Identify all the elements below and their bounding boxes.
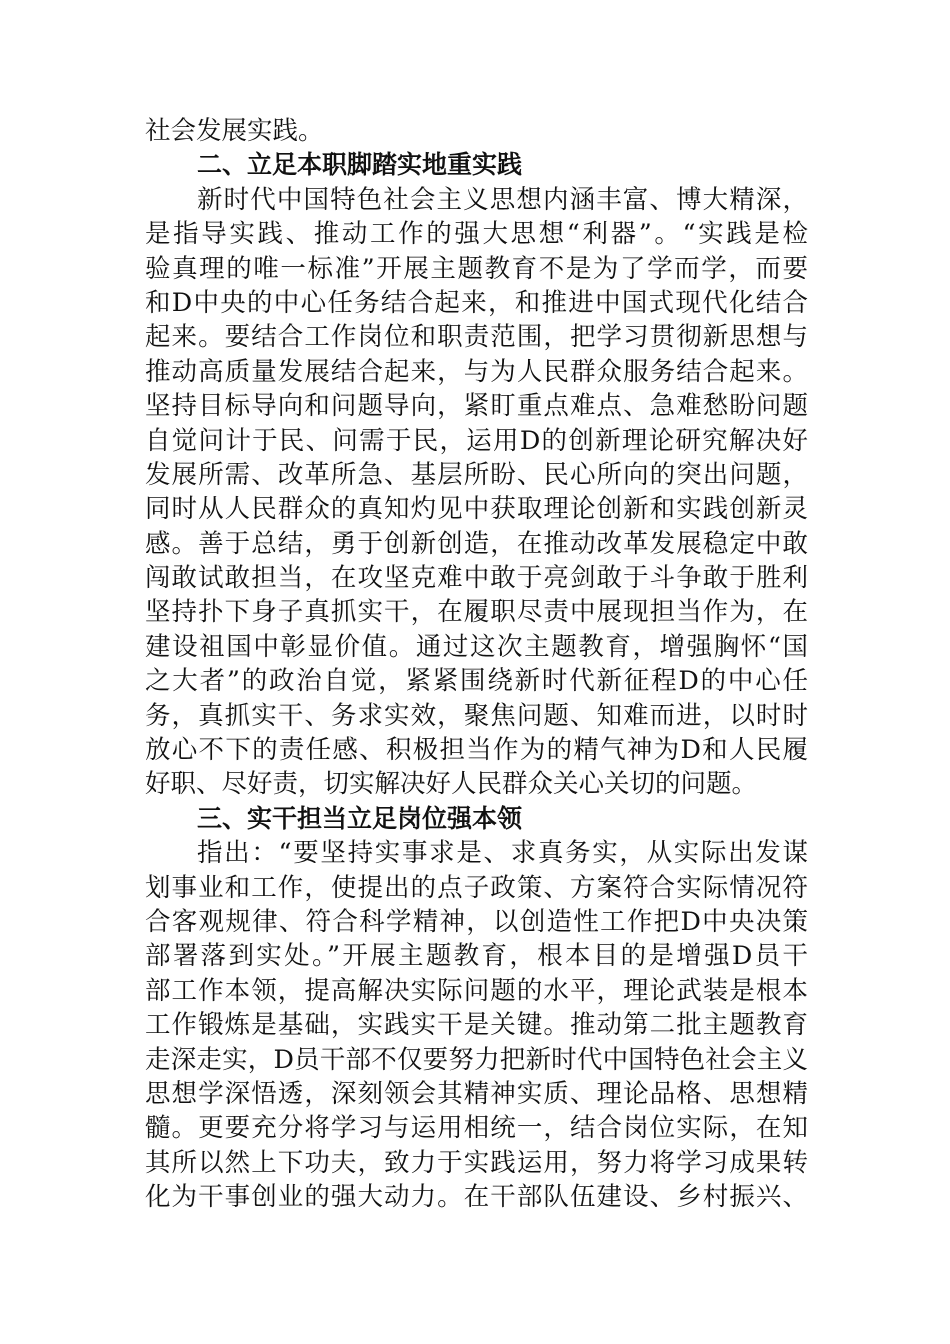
paragraph-line: 闯敢试敢担当，在攻坚克难中敢于亮剑敢于斗争敢于胜利 xyxy=(145,563,808,594)
paragraph-line: 部工作本领，提高解决实际问题的水平，理论武装是根本 xyxy=(145,975,808,1006)
paragraph-line: 起来。要结合工作岗位和职责范围，把学习贯彻新思想与 xyxy=(145,322,808,353)
paragraph-line: 合客观规律、符合科学精神，以创造性工作把D中央决策 xyxy=(145,906,808,937)
paragraph-line: 建设祖国中彰显价值。通过这次主题教育，增强胸怀“国 xyxy=(145,631,808,662)
paragraph-line: 指出：“要坚持实事求是、求真务实，从实际出发谋 xyxy=(197,838,808,869)
paragraph-line: 髓。更要充分将学习与运用相统一，结合岗位实际，在知 xyxy=(145,1113,808,1144)
paragraph-line: 同时从人民群众的真知灼见中获取理论创新和实践创新灵 xyxy=(145,494,808,525)
paragraph-line: 务，真抓实干、务求实效，聚焦问题、知难而进，以时时 xyxy=(145,700,808,731)
section-heading: 三、实干担当立足岗位强本领 xyxy=(197,803,523,833)
paragraph-line: 工作锻炼是基础，实践实干是关键。推动第二批主题教育 xyxy=(145,1010,808,1041)
paragraph-line: 验真理的唯一标准”开展主题教育不是为了学而学，而要 xyxy=(145,253,808,284)
paragraph-line: 其所以然上下功夫，致力于实践运用，努力将学习成果转 xyxy=(145,1147,808,1178)
paragraph-line: 之大者”的政治自觉，紧紧围绕新时代新征程D的中心任 xyxy=(145,666,808,697)
paragraph-line: 划事业和工作，使提出的点子政策、方案符合实际情况符 xyxy=(145,872,808,903)
paragraph-line: 坚持扑下身子真抓实干，在履职尽责中展现担当作为，在 xyxy=(145,597,808,628)
paragraph-line: 新时代中国特色社会主义思想内涵丰富、博大精深， xyxy=(197,184,808,215)
paragraph-line: 自觉问计于民、问需于民，运用D的创新理论研究解决好 xyxy=(145,425,808,456)
paragraph-line: 是指导实践、推动工作的强大思想“利器”。“实践是检 xyxy=(145,219,808,250)
paragraph-line: 社会发展实践。 xyxy=(145,116,324,146)
paragraph-line: 推动高质量发展结合起来，与为人民群众服务结合起来。 xyxy=(145,356,808,387)
paragraph-line: 感。善于总结，勇于创新创造，在推动改革发展稳定中敢 xyxy=(145,528,808,559)
paragraph-line: 走深走实，D员干部不仅要努力把新时代中国特色社会主义 xyxy=(145,1044,808,1075)
paragraph-line: 部署落到实处。”开展主题教育，根本目的是增强D员干 xyxy=(145,941,808,972)
paragraph-line: 坚持目标导向和问题导向，紧盯重点难点、急难愁盼问题 xyxy=(145,391,808,422)
paragraph-line: 发展所需、改革所急、基层所盼、民心所向的突出问题， xyxy=(145,459,808,490)
paragraph-line: 和D中央的中心任务结合起来，和推进中国式现代化结合 xyxy=(145,287,808,318)
paragraph-line: 好职、尽好责，切实解决好人民群众关心关切的问题。 xyxy=(145,769,758,800)
section-heading: 二、立足本职脚踏实地重实践 xyxy=(197,150,523,180)
document-page xyxy=(145,114,808,1215)
paragraph-line: 化为干事创业的强大动力。在干部队伍建设、乡村振兴、 xyxy=(145,1182,808,1213)
paragraph-line: 放心不下的责任感、积极担当作为的精气神为D和人民履 xyxy=(145,735,808,766)
paragraph-line: 思想学深悟透，深刻领会其精神实质、理论品格、思想精 xyxy=(145,1078,808,1109)
